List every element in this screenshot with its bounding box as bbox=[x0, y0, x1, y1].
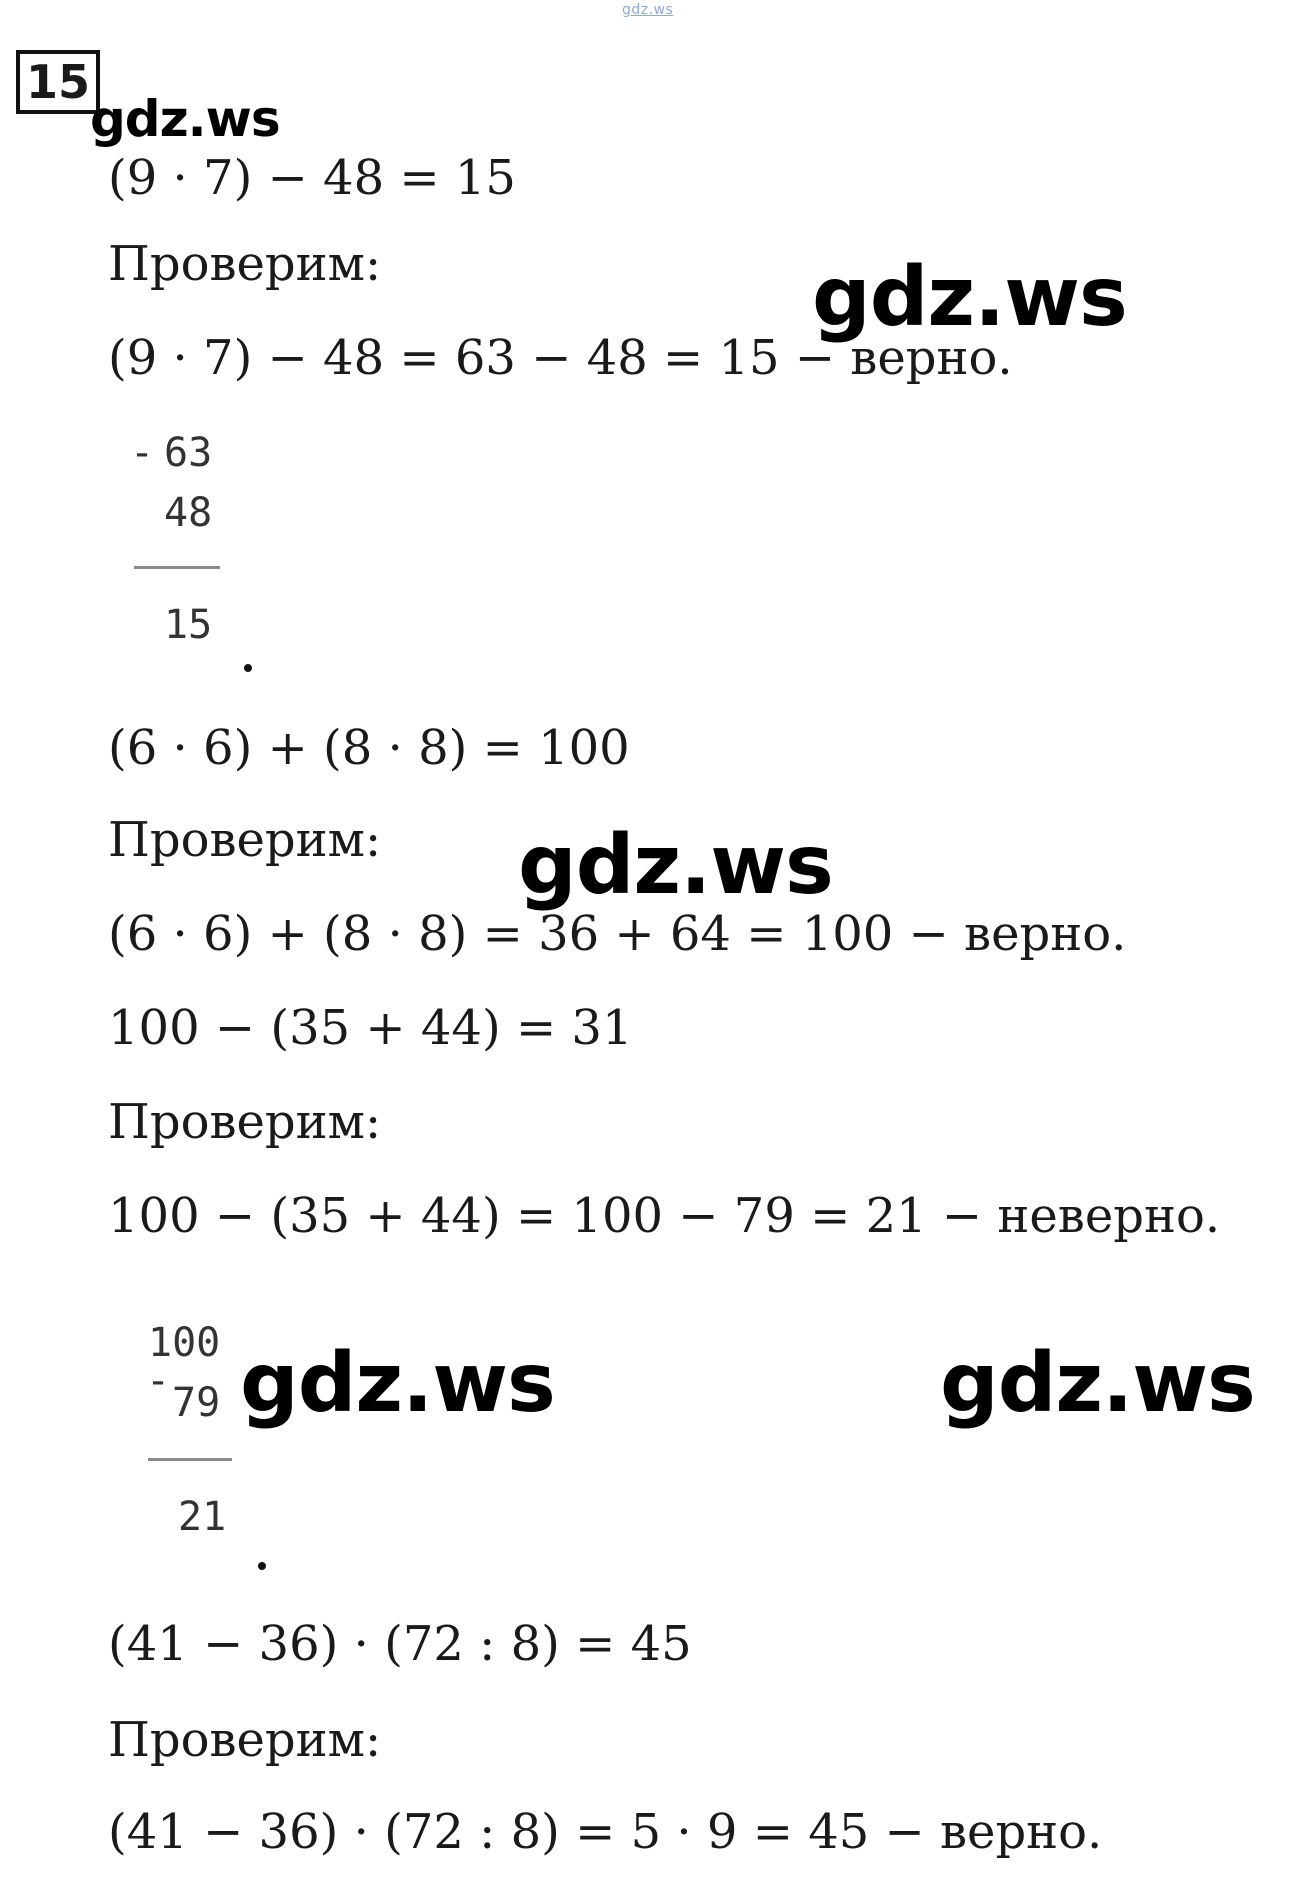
watermark: gdz.ws bbox=[940, 1336, 1255, 1431]
check-label-1: Проверим: bbox=[108, 236, 382, 292]
column-result: 15 bbox=[164, 602, 213, 648]
task-number-badge: 15 bbox=[16, 50, 100, 114]
watermark: gdz.ws bbox=[240, 1336, 555, 1431]
equation-3: 100 − (35 + 44) = 31 bbox=[108, 1000, 633, 1056]
watermark: gdz.ws bbox=[812, 250, 1127, 345]
check-line-2: (6 · 6) + (8 · 8) = 36 + 64 = 100 − верно. bbox=[108, 906, 1127, 962]
check-line-1: (9 · 7) − 48 = 63 − 48 = 15 − верно. bbox=[108, 330, 1013, 386]
watermark: gdz.ws bbox=[518, 818, 833, 913]
column-minuend: 63 bbox=[164, 430, 213, 476]
check-line-4: (41 − 36) · (72 : 8) = 5 · 9 = 45 − верно. bbox=[108, 1804, 1103, 1860]
equation-4: (41 − 36) · (72 : 8) = 45 bbox=[108, 1616, 692, 1672]
period-dot bbox=[258, 1562, 266, 1570]
check-label-4: Проверим: bbox=[108, 1712, 382, 1768]
column-bar bbox=[134, 566, 220, 569]
column-subtrahend: 48 bbox=[164, 490, 213, 536]
check-line-3: 100 − (35 + 44) = 100 − 79 = 21 − неверно. bbox=[108, 1188, 1221, 1244]
period-dot bbox=[244, 664, 252, 672]
equation-1: (9 · 7) − 48 = 15 bbox=[108, 150, 516, 206]
column-sign: - bbox=[130, 430, 155, 476]
column-result: 21 bbox=[178, 1494, 227, 1540]
column-sign: - bbox=[146, 1358, 171, 1404]
check-label-2: Проверим: bbox=[108, 812, 382, 868]
top-watermark-link[interactable]: gdz.ws bbox=[622, 2, 674, 18]
equation-2: (6 · 6) + (8 · 8) = 100 bbox=[108, 720, 630, 776]
watermark: gdz.ws bbox=[90, 90, 280, 148]
column-minuend: 100 bbox=[148, 1320, 221, 1366]
column-bar bbox=[148, 1458, 232, 1461]
check-label-3: Проверим: bbox=[108, 1094, 382, 1150]
column-subtrahend: 79 bbox=[172, 1380, 221, 1426]
